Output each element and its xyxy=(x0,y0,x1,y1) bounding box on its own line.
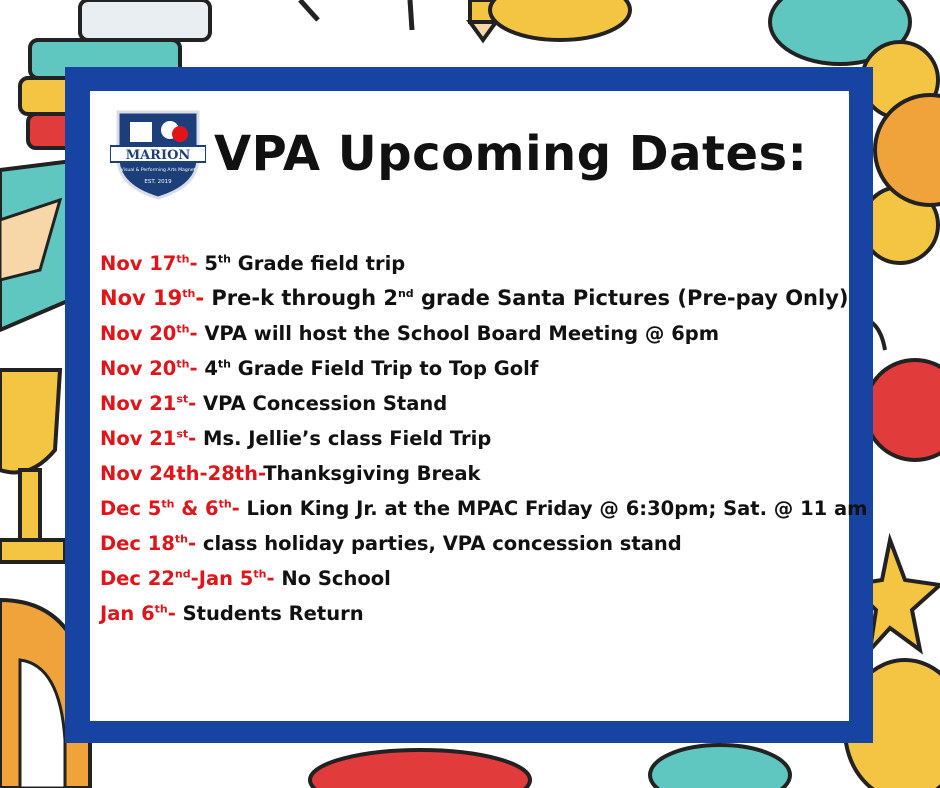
event-text-part: Grade field trip xyxy=(231,252,406,275)
event-date-part: th xyxy=(161,497,175,511)
event-date-part: th xyxy=(176,252,190,266)
event-row xyxy=(100,281,849,316)
event-date-part: nd xyxy=(174,567,191,581)
event-date-part: th xyxy=(218,497,232,511)
piano-icon xyxy=(130,122,152,142)
event-row xyxy=(100,456,840,491)
event-text-part: Students Return xyxy=(175,602,364,625)
event-date-part: - xyxy=(188,427,197,450)
event-text-part: th xyxy=(217,357,231,371)
event-date-part: st xyxy=(176,427,189,441)
event-date-part: - xyxy=(266,567,275,590)
event-date-part: - xyxy=(188,532,197,555)
apple-green-icon xyxy=(490,0,910,64)
event-date-part: th xyxy=(174,532,188,546)
event-date-part: Nov 19 xyxy=(100,286,183,310)
event-date-part: Nov 20 xyxy=(100,357,177,380)
event-text-part: grade Santa Pictures (Pre-pay Only) xyxy=(413,286,849,310)
event-row xyxy=(100,316,840,351)
event-text-part: class holiday parties, VPA concession stand xyxy=(196,532,682,555)
event-date-part: Dec 22 xyxy=(100,567,175,590)
event-date-part: Nov 20 xyxy=(100,322,177,345)
event-text-part: VPA will host the School Board Meeting @ 6pm xyxy=(197,322,720,345)
event-date-part: - xyxy=(189,252,198,275)
pencil-icon xyxy=(300,0,496,40)
event-date-part: - xyxy=(189,322,198,345)
event-text-part: No School xyxy=(274,567,391,590)
event-row xyxy=(100,386,840,421)
event-date-part: th xyxy=(176,357,190,371)
event-date-part: Nov 17 xyxy=(100,252,177,275)
event-date-part: -Jan 5 xyxy=(190,567,254,590)
event-text-part: Ms. Jellie’s class Field Trip xyxy=(196,427,492,450)
event-date-part: Nov 24th-28th- xyxy=(100,462,264,485)
marion-school-logo xyxy=(110,108,206,200)
page-title: VPA Upcoming Dates: xyxy=(214,126,808,182)
event-date-part: - xyxy=(189,357,198,380)
event-date-part: - xyxy=(167,602,176,625)
event-date-part: - xyxy=(195,286,205,310)
event-row xyxy=(100,351,840,386)
event-text-part: nd xyxy=(397,287,414,300)
event-text-part: Lion King Jr. at the MPAC Friday @ 6:30pm; Sat. @ 11 am xyxy=(239,497,868,520)
event-text-part: Grade Field Trip to Top Golf xyxy=(231,357,539,380)
event-date-part: Nov 21 xyxy=(100,427,177,450)
event-date-part: & 6 xyxy=(174,497,219,520)
event-date-part: Dec 5 xyxy=(100,497,162,520)
event-text-part: th xyxy=(217,252,231,266)
svg-text:EST. 2019: EST. 2019 xyxy=(144,179,172,185)
event-list xyxy=(100,246,868,631)
svg-text:MARION: MARION xyxy=(125,148,191,163)
svg-text:Visual & Performing Arts Magne: Visual & Performing Arts Magnet xyxy=(120,168,196,173)
event-row xyxy=(100,491,868,526)
event-date-part: - xyxy=(231,497,240,520)
event-row xyxy=(100,596,840,631)
event-date-part: th xyxy=(182,287,196,300)
event-date-part: Dec 18 xyxy=(100,532,175,555)
event-text-part: 4 xyxy=(197,357,218,380)
trophy-icon xyxy=(0,370,65,562)
sunflower-icon xyxy=(862,42,940,263)
event-row xyxy=(100,526,840,561)
event-text-part: VPA Concession Stand xyxy=(196,392,448,415)
event-text-part: Thanksgiving Break xyxy=(263,462,481,485)
event-row xyxy=(100,246,840,281)
event-date-part: th xyxy=(176,322,190,336)
event-date-part: Nov 21 xyxy=(100,392,177,415)
event-date-part: - xyxy=(188,392,197,415)
event-text-part: 5 xyxy=(197,252,218,275)
event-row xyxy=(100,421,840,456)
event-date-part: st xyxy=(176,392,189,406)
event-date-part: th xyxy=(253,567,267,581)
event-date-part: Jan 6 xyxy=(100,602,155,625)
event-row xyxy=(100,561,840,596)
event-text-part: Pre-k through 2 xyxy=(204,286,398,310)
event-date-part: th xyxy=(154,602,168,616)
